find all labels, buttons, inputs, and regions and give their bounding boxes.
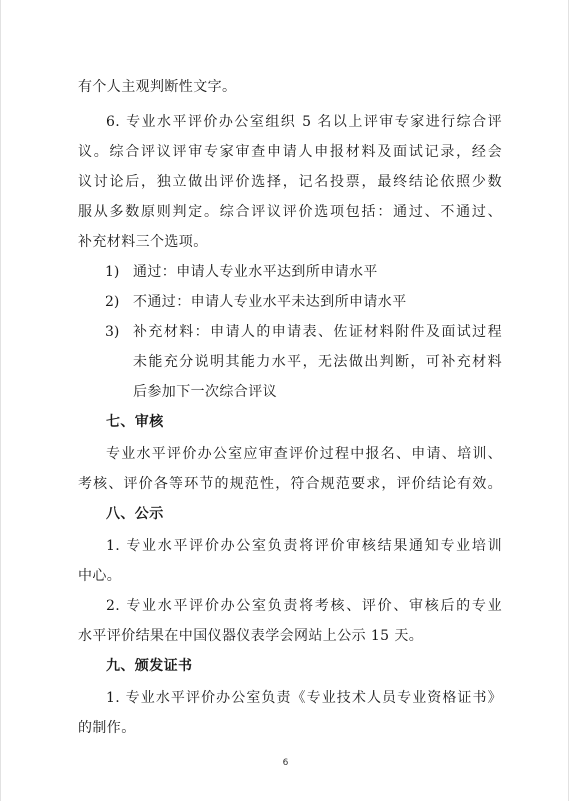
para6-line5: 补充材料三个选项。 [78, 234, 208, 250]
para6-line1: 6. 专业水平评价办公室组织 5 名以上评审专家进行综合评 [106, 114, 502, 130]
section9-heading: 九、颁发证书 [106, 658, 193, 674]
para6-line3: 议讨论后，独立做出评价选择，记名投票，最终结论依照少数 [78, 174, 502, 190]
section8-item1-line2: 中心。 [78, 568, 122, 584]
section8-heading: 八、公示 [106, 506, 164, 522]
option3-line3: 后参加下一次综合评议 [133, 384, 277, 400]
option2-marker: 2) [105, 294, 120, 310]
carry-over-text: 有个人主观判断性文字。 [78, 79, 237, 95]
section8-item1-line1: 1. 专业水平评价办公室负责将评价审核结果通知专业培训 [106, 538, 502, 554]
option1-marker: 1) [105, 264, 120, 280]
section8-item2-line1: 2. 专业水平评价办公室负责将考核、评价、审核后的专业 [106, 598, 502, 614]
option3-line2: 未能充分说明其能力水平，无法做出判断，可补充材料 [133, 354, 502, 370]
section8-item2-line2: 水平评价结果在中国仪器仪表学会网站上公示 15 天。 [78, 628, 424, 644]
para6-line2: 议。综合评议评审专家审查申请人申报材料及面试记录，经会 [78, 144, 502, 160]
option1-text: 通过：申请人专业水平达到所申请水平 [133, 264, 378, 280]
page-number: 6 [282, 758, 289, 768]
option2-text: 不通过：申请人专业水平未达到所申请水平 [133, 294, 407, 310]
section7-line1: 专业水平评价办公室应审查评价过程中报名、申请、培训、 [106, 446, 502, 462]
para6-line4: 服从多数原则判定。综合评议评价选项包括：通过、不通过、 [78, 204, 502, 220]
section7-heading: 七、审核 [106, 414, 164, 430]
option3-marker: 3) [105, 324, 120, 340]
option3-line1: 补充材料：申请人的申请表、佐证材料附件及面试过程 [133, 324, 502, 340]
section9-item1-line1: 1. 专业水平评价办公室负责《专业技术人员专业资格证书》 [106, 690, 502, 706]
section9-item1-line2: 的制作。 [78, 720, 136, 736]
section7-line2: 考核、评价各等环节的规范性，符合规范要求，评价结论有效。 [78, 476, 502, 492]
